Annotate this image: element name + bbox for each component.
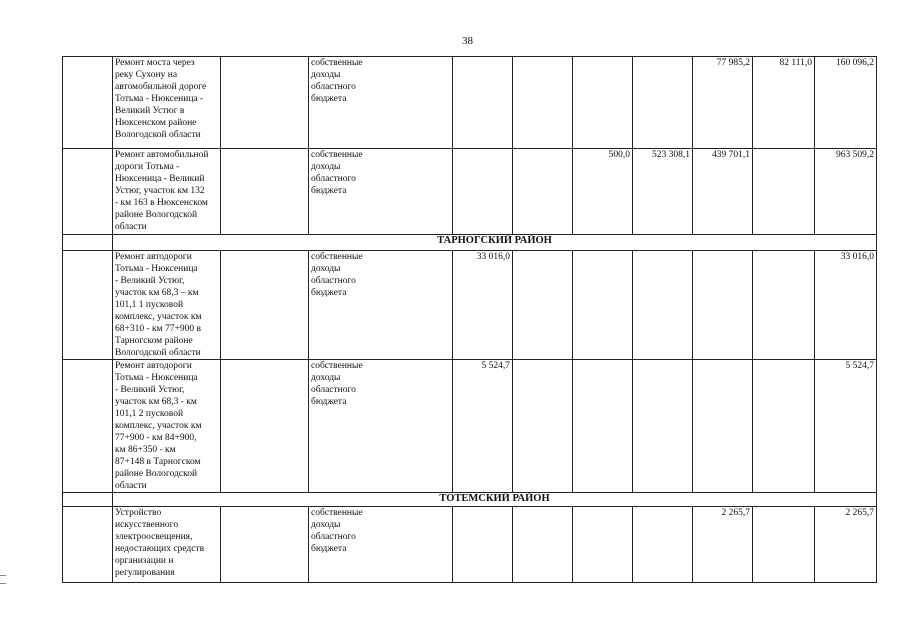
value-cell [693, 360, 753, 493]
total-cell: 2 265,7 [815, 507, 877, 583]
index-cell [63, 57, 113, 149]
margin-mark [0, 575, 6, 576]
value-cell [513, 360, 573, 493]
value-cell [633, 360, 693, 493]
empty-cell [221, 149, 309, 235]
budget-table [62, 56, 877, 583]
index-cell [63, 507, 113, 583]
value-cell [573, 360, 633, 493]
page-number: 38 [462, 35, 473, 47]
value-cell [573, 507, 633, 583]
value-cell [753, 360, 815, 493]
value-cell [573, 57, 633, 149]
value-cell [753, 149, 815, 235]
total-cell: 160 096,2 [815, 57, 877, 149]
value-cell [753, 251, 815, 360]
value-cell: 33 016,0 [453, 251, 513, 360]
object-name-cell: Ремонт автомобильной дороги Тотьма - Нюксеница - Великий Устюг, участок км 132 - км 163 в Нюксенском районе Вологодской области [113, 149, 221, 235]
value-cell [633, 251, 693, 360]
value-cell [573, 251, 633, 360]
funding-source-cell: собственные доходы областного бюджета [309, 507, 453, 583]
table-row [63, 57, 877, 149]
total-cell: 33 016,0 [815, 251, 877, 360]
value-cell: 5 524,7 [453, 360, 513, 493]
value-cell [633, 57, 693, 149]
value-cell: 523 308,1 [633, 149, 693, 235]
value-cell [513, 507, 573, 583]
object-name-cell: Ремонт моста через реку Сухону на автомобильной дороге Тотьма - Нюксеница - Великий Устюг в Нюксенском районе Вологодской области [113, 57, 221, 149]
section-row [63, 493, 877, 507]
value-cell [633, 507, 693, 583]
value-cell [753, 507, 815, 583]
index-cell [63, 235, 113, 251]
empty-cell [221, 507, 309, 583]
funding-source-cell: собственные доходы областного бюджета [309, 149, 453, 235]
object-name-cell: Ремонт автодороги Тотьма - Нюксеница - Великий Устюг, участок км 68,3 - км 101,1 2 пусковой комплекс, участок км 77+900 - км 84+900, км 86+350 - км 87+148 в Тарногском районе Вологодской области [113, 360, 221, 493]
margin-mark [0, 583, 6, 584]
funding-source-cell: собственные доходы областного бюджета [309, 360, 453, 493]
value-cell: 500,0 [573, 149, 633, 235]
total-cell: 5 524,7 [815, 360, 877, 493]
table-row [63, 251, 877, 360]
index-cell [63, 149, 113, 235]
index-cell [63, 251, 113, 360]
value-cell [453, 57, 513, 149]
object-name-cell: Ремонт автодороги Тотьма - Нюксеница - Великий Устюг, участок км 68,3 – км 101,1 1 пусковой комплекс, участок км 68+310 - км 77+900 в Тарногском районе Вологодской области [113, 251, 221, 360]
object-name-cell: Устройство искусственного электроосвещения, недостающих средств организации и регулирования [113, 507, 221, 583]
empty-cell [221, 251, 309, 360]
funding-source-cell: собственные доходы областного бюджета [309, 57, 453, 149]
total-cell: 963 509,2 [815, 149, 877, 235]
value-cell [693, 251, 753, 360]
table-row [63, 507, 877, 583]
value-cell [453, 507, 513, 583]
empty-cell [221, 57, 309, 149]
index-cell [63, 360, 113, 493]
value-cell [513, 57, 573, 149]
value-cell: 82 111,0 [753, 57, 815, 149]
value-cell: 77 985,2 [693, 57, 753, 149]
funding-source-cell: собственные доходы областного бюджета [309, 251, 453, 360]
value-cell: 439 701,1 [693, 149, 753, 235]
value-cell [513, 251, 573, 360]
table-row [63, 360, 877, 493]
index-cell [63, 493, 113, 507]
section-row [63, 235, 877, 251]
section-title: ТАРНОГСКИЙ РАЙОН [113, 235, 877, 251]
value-cell: 2 265,7 [693, 507, 753, 583]
value-cell [513, 149, 573, 235]
value-cell [453, 149, 513, 235]
table-row [63, 149, 877, 235]
section-title: ТОТЕМСКИЙ РАЙОН [113, 493, 877, 507]
empty-cell [221, 360, 309, 493]
